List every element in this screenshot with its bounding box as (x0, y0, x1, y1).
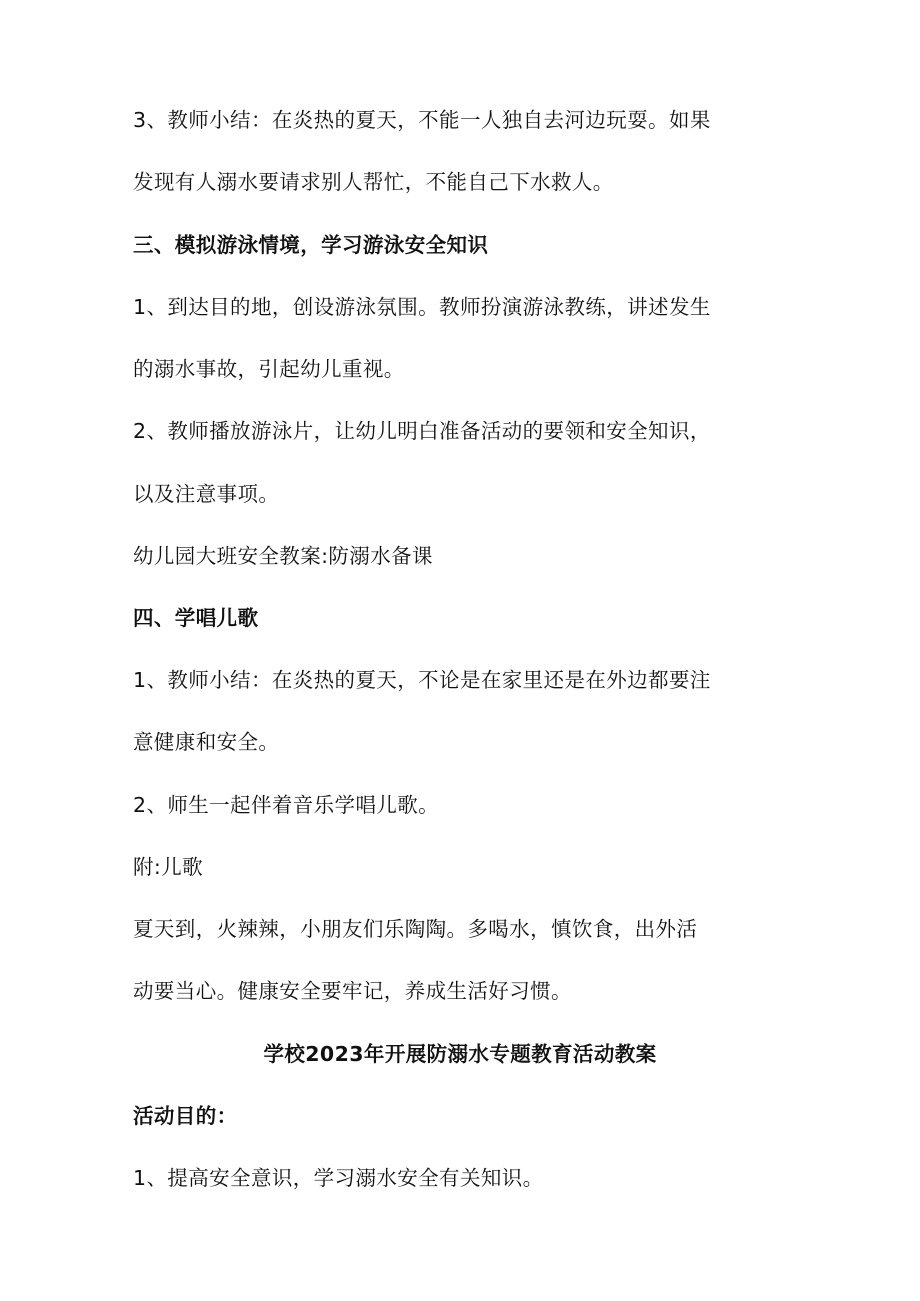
paragraph-line: 3、教师小结：在炎热的夏天，不能一人独自去河边玩耍。如果 (133, 108, 711, 132)
paragraph-line: 1、教师小结：在炎热的夏天，不论是在家里还是在外边都要注 (133, 668, 711, 692)
paragraph-line: 夏天到，火辣辣，小朋友们乐陶陶。多喝水，慎饮食，出外活 (133, 917, 698, 941)
section-heading: 活动目的： (133, 1104, 238, 1128)
document-title: 学校2023年开展防溺水专题教育活动教案 (263, 1042, 657, 1066)
paragraph-line: 动要当心。健康安全要牢记，养成生活好习惯。 (133, 979, 572, 1003)
paragraph-line: 的溺水事故，引起幼儿重视。 (133, 357, 405, 381)
paragraph-line: 发现有人溺水要请求别人帮忙，不能自己下水救人。 (133, 170, 614, 194)
paragraph-line: 以及注意事项。 (133, 482, 280, 506)
section-heading: 三、模拟游泳情境，学习游泳安全知识 (133, 233, 489, 257)
paragraph-line: 幼儿园大班安全教案:防溺水备课 (133, 544, 433, 568)
paragraph-line: 附:儿歌 (133, 855, 204, 879)
paragraph-line: 2、教师播放游泳片，让幼儿明白准备活动的要领和安全知识， (133, 419, 711, 443)
paragraph-line: 1、到达目的地，创设游泳氛围。教师扮演游泳教练，讲述发生 (133, 295, 711, 319)
paragraph-line: 意健康和安全。 (133, 730, 280, 754)
paragraph-line: 2、师生一起伴着音乐学唱儿歌。 (133, 793, 440, 817)
paragraph-line: 1、提高安全意识，学习溺水安全有关知识。 (133, 1166, 544, 1190)
section-heading: 四、学唱儿歌 (133, 606, 259, 630)
